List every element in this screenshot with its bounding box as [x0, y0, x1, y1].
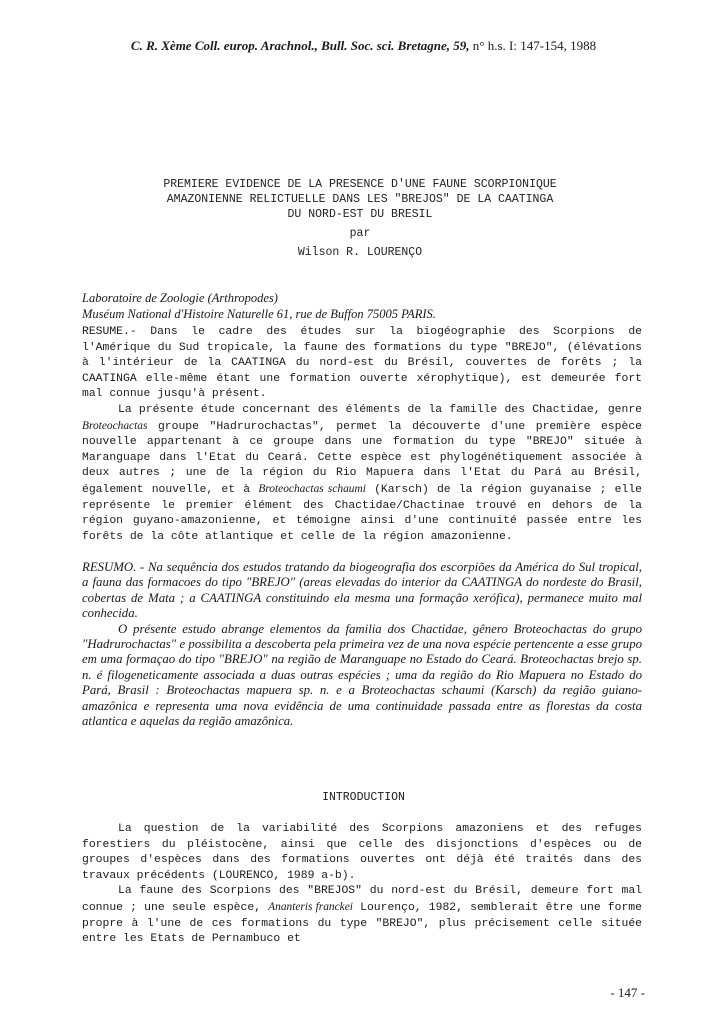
species-name: Ananteris franckei: [268, 900, 353, 913]
species-name: Broteochactas schaumi: [258, 482, 366, 495]
title-line-3: DU NORD-EST DU BRESIL: [287, 208, 433, 221]
page-number: - 147 -: [610, 985, 645, 1000]
resumo-paragraph-1: RESUMO. - Na sequência dos estudos tratando da biogeografia dos escorpiões da América do Sul tropical, a fauna das formacoes do tipo "BREJO" (areas elevadas do interior da CAATINGA do nordeste do Brasil, cobertas de Mata ; a CAATINGA constituindo ela mesma una formação xerófica), permanece muito mal conhecida.: [82, 560, 642, 621]
volume-number: 59,: [453, 38, 470, 53]
introduction-section: [82, 822, 642, 948]
resumo-section: [82, 560, 642, 729]
article-title-block: [60, 177, 660, 260]
title-line-1: PREMIERE EVIDENCE DE LA PRESENCE D'UNE FAUNE SCORPIONIQUE: [163, 178, 557, 191]
resume-paragraph-1: RESUME.- Dans le cadre des études sur la biogéographie des Scorpions de l'Amérique du Sud tropicale, la faune des formations du type "BREJO", (élévations à l'intérieur de la CAATINGA du nord-est du Brésil, couvertes de forêts ; la CAATINGA elle-même étant une formation ouverte xérophytique), est demeurée fort mal connue jusqu'à présent.: [82, 326, 642, 401]
affiliation-lab: Laboratoire de Zoologie (Arthropodes): [82, 291, 278, 305]
resumo-paragraph-2: O présente estudo abrange elementos da familia dos Chactidae, gênero Broteochactas do grupo "Hadrurochactas" e possibilita a descoberta pela primeira vez de una nova espécie pertencente a esse grupo em uma formaçao do tipo "BREJO" na região de Maranguape no Estado do Ceará. Broteochactas brejo sp. n. é filogeneticamente associada a duas outras espécies ; uma da região do Rio Mapuera no Estado do Pará, Brasil : Broteochactas mapuera sp. n. e a Broteochactas schaumi (Karsch) da região guiano-amazônica e representa uma nova evidência de uma continuidade passada entre as florestas da costa atlantica e aquelas da região amazônica.: [82, 621, 642, 729]
introduction-paragraph-2: La faune des Scorpions des "BREJOS" du nord-est du Brésil, demeure fort mal connue ; une seule espèce, Ananteris franckei Lourenço, 1982, semblerait être une forme propre à l'une de ces formations du type "BREJO", plus précisement celle située entre les Etats de Pernambuco et: [82, 885, 642, 946]
introduction-paragraph-1: La question de la variabilité des Scorpions amazoniens et des refuges forestiers du pléistocène, ainsi que celle des disjonctions d'espèces ou de groupes d'espèces dans des formations ouvertes ont déjà été traités dans des travaux précédents (LOURENCO, 1989 a-b).: [82, 823, 642, 882]
title-line-2: AMAZONIENNE RELICTUELLE DANS LES "BREJOS" DE LA CAATINGA: [166, 193, 554, 206]
affiliation: [82, 290, 436, 322]
author-name: Wilson R. LOURENÇO: [297, 246, 423, 259]
issue-pages: n° h.s. I: 147-154, 1988: [472, 38, 597, 53]
journal-citation-header: [0, 38, 727, 54]
genus-name: Broteochactas: [82, 419, 148, 432]
par-word: par: [349, 227, 371, 240]
introduction-heading: INTRODUCTION: [322, 791, 405, 804]
citation-text: C. R. Xème Coll. europ. Arachnol., Bull. Soc. sci. Bretagne,: [130, 38, 451, 53]
resume-section: [82, 325, 642, 545]
resume-paragraph-2: La présente étude concernant des éléments de la famille des Chactidae, genre Broteochactas groupe "Hadrurochactas", permet la découverte d'une première espèce nouvelle appartenant à ce groupe dans une formation du type "BREJO" située à Maranguape dans l'Etat du Ceará. Cette espèce est phylogénétiquement associée à deux autres ; une de la région du Rio Mapuera dans l'Etat du Pará au Brésil, également nouvelle, et à Broteochactas schaumi (Karsch) de la région guyanaise ; elle représente le premier élément des Chactidae/Chactinae trouvé en dehors de la région guyano-amazonienne, et témoigne ainsi d'une continuité passée entre les forêts de la côte atlantique et celle de la région amazonienne.: [82, 403, 642, 543]
affiliation-address: Muséum National d'Histoire Naturelle 61, rue de Buffon 75005 PARIS.: [82, 307, 436, 321]
